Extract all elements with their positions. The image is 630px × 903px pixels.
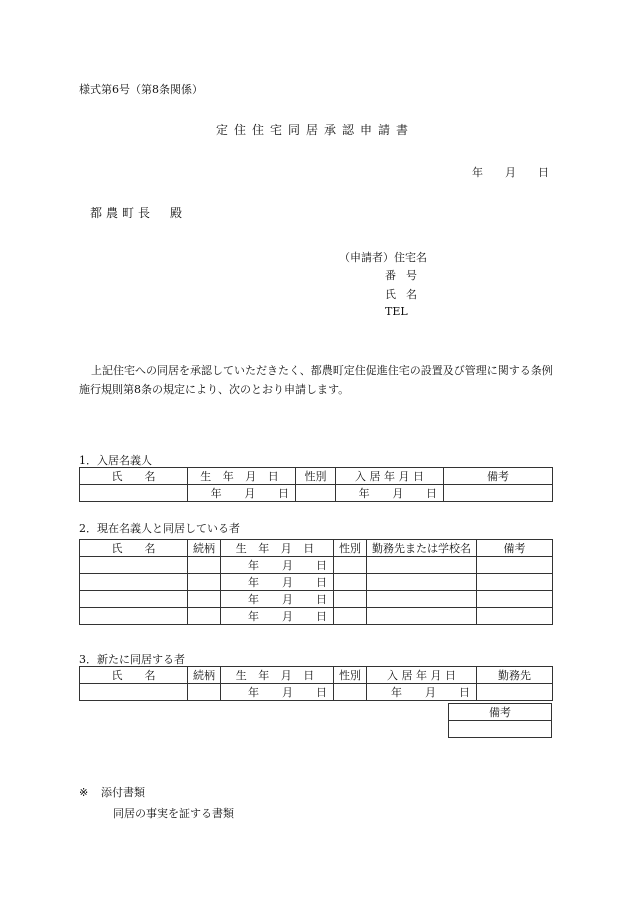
month-label: 月 [505,166,516,179]
table-header-row [80,667,553,684]
sex-cell[interactable] [296,485,336,502]
form-number: 様式第6号（第8条関係） [79,83,203,96]
addressee: 都農町長 殿 [90,206,187,220]
applicant-tel-label: TEL [385,305,408,318]
header-move-in-date: 入 居 年 月 日 [367,667,477,684]
header-move-in-date: 入 居 年 月 日 [336,468,444,485]
header-remarks: 備考 [444,468,553,485]
table-header-row [80,540,553,557]
table-row [80,485,553,502]
header-name: 氏 名 [80,468,188,485]
move-in-date-cell[interactable]: 年 月 日 [336,485,444,502]
header-workplace-school: 勤務先または学校名 [367,540,477,557]
section-3-title: 3．新たに同居する者 [79,653,185,666]
remarks-box [448,703,552,738]
applicant-number-label: 番号 [385,269,427,282]
year-label: 年 [472,166,483,179]
document-title: 定住住宅同居承認申請書 [215,123,414,137]
section-1-title: 1．入居名義人 [79,454,152,467]
table-row: 年 月 日 年 月 日 [80,684,553,701]
remarks-header: 備考 [449,704,552,721]
table-row: 年 月 日 [80,608,553,625]
table-row: 年 月 日 [80,557,553,574]
attachment-item: 同居の事実を証する書類 [113,807,234,820]
applicant-house-name-label: （申請者）住宅名 [339,251,427,264]
application-body-text: 上記住宅への同居を承認していただきたく、都農町定住促進住宅の設置及び管理に関する条例施行規則第8条の規定により、次のとおり申請します。 [79,364,553,396]
header-workplace: 勤務先 [477,667,553,684]
header-birthdate: 生 年 月 日 [221,667,334,684]
header-sex: 性別 [334,667,367,684]
remarks-cell[interactable] [444,485,553,502]
cohabitants-table [79,539,553,625]
attachments-title: 添付書類 [101,786,145,799]
header-relationship: 続柄 [188,540,221,557]
header-relationship: 続柄 [188,667,221,684]
header-birthdate: 生 年 月 日 [188,468,296,485]
table-header-row [80,468,553,485]
remarks-cell[interactable] [449,721,552,738]
applicant-name-label: 氏名 [385,288,427,301]
note-mark: ※ [79,786,89,799]
header-name: 氏 名 [80,667,188,684]
new-cohabitant-table [79,666,553,701]
birthdate-cell[interactable]: 年 月 日 [188,485,296,502]
header-sex: 性別 [296,468,336,485]
header-birthdate: 生 年 月 日 [221,540,334,557]
header-name: 氏 名 [80,540,188,557]
attachments-heading [79,784,145,800]
section-2-title: 2．現在名義人と同居している者 [79,522,240,535]
table-row: 年 月 日 [80,574,553,591]
table-row: 年 月 日 [80,591,553,608]
tenant-table [79,467,553,502]
day-label: 日 [538,166,549,179]
header-remarks: 備考 [477,540,553,557]
header-sex: 性別 [334,540,367,557]
application-date [472,164,549,180]
name-cell[interactable] [80,485,188,502]
